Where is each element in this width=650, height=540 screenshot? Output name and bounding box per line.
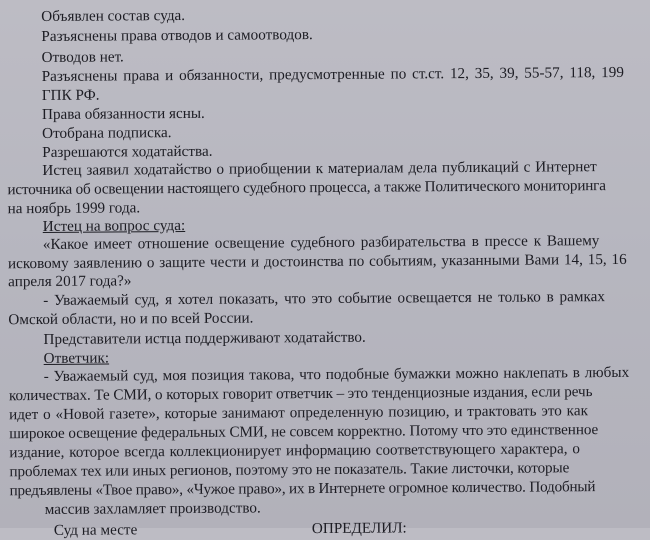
doc-line-18: Представители истца поддерживают ходатайство. — [43, 328, 366, 348]
doc-line-24: издание, которое всегда коллекционирует информацию соответствующего характера, о — [9, 440, 580, 462]
doc-line-2: Разъяснены права отводов и самоотводов. — [41, 26, 313, 45]
doc-line-20: - Уважаемый суд, моя позиция такова, что подобные бумажки можно наклепать в любых — [43, 363, 630, 385]
doc-line-27: массив захламляет производство. — [44, 499, 261, 518]
doc-line-12: Истец на вопрос суда: — [42, 216, 186, 235]
doc-line-10: источника об освещении настоящего судебного процесса, а также Политического мониторинга — [7, 177, 606, 199]
doc-line-22: идет о «Новой газете», которые занимают определенную позицию, и трактовать это как — [8, 402, 588, 424]
doc-line-9: Истец заявил ходатайство о приобщении к материалам дела публикаций с Интернет — [42, 158, 597, 179]
doc-line-25: проблемах тех или иных регионов, поэтому это не показатель. Такие листочки, которые — [9, 459, 570, 481]
doc-line-3: Отводов нет. — [41, 48, 124, 66]
doc-line-19: Ответчик: — [43, 349, 110, 367]
doc-line-26: предъявлены «Твое право», «Чужое право», их в Интернете огромное количество. Подобный — [9, 478, 596, 500]
doc-line-21: количествах. Те СМИ, о которых говорит ответчик – это тенденциозные издания, если речь — [8, 383, 593, 405]
footer-right: ОПРЕДЕЛИЛ: — [311, 519, 407, 538]
footer-left: Суд на месте — [53, 521, 138, 539]
doc-line-23: широкое освещение федеральных СМИ, не совсем корректно. Потому что это единственное — [9, 421, 599, 443]
doc-line-7: Отобрана подписка. — [42, 124, 172, 142]
doc-line-16: - Уважаемый суд, я хотел показать, что это событие освещается не только в рамках — [43, 288, 606, 309]
doc-line-6: Права обязанности ясны. — [41, 104, 205, 123]
doc-line-17: Омской области, но и по всей России. — [8, 309, 254, 329]
doc-line-1: Объявлен состав суда. — [41, 6, 186, 25]
doc-line-13: «Какое имеет отношение освещение судебного разбирательства в прессе к Вашему — [42, 232, 600, 253]
doc-line-8: Разрешаются ходатайства. — [42, 142, 213, 161]
doc-line-4: Разъяснены права и обязанности, предусмотренные по ст.ст. 12, 35, 39, 55-57, 118, 199 — [41, 63, 624, 85]
doc-line-14: исковому заявлению о защите чести и достоинства по событиям, указанными Вами 14, 15, 16 — [7, 250, 627, 273]
doc-line-15: апреля 2017 года?» — [8, 272, 132, 291]
doc-line-5: ГПК РФ. — [41, 86, 100, 104]
doc-line-11: на ноябрь 1999 года. — [7, 199, 141, 218]
